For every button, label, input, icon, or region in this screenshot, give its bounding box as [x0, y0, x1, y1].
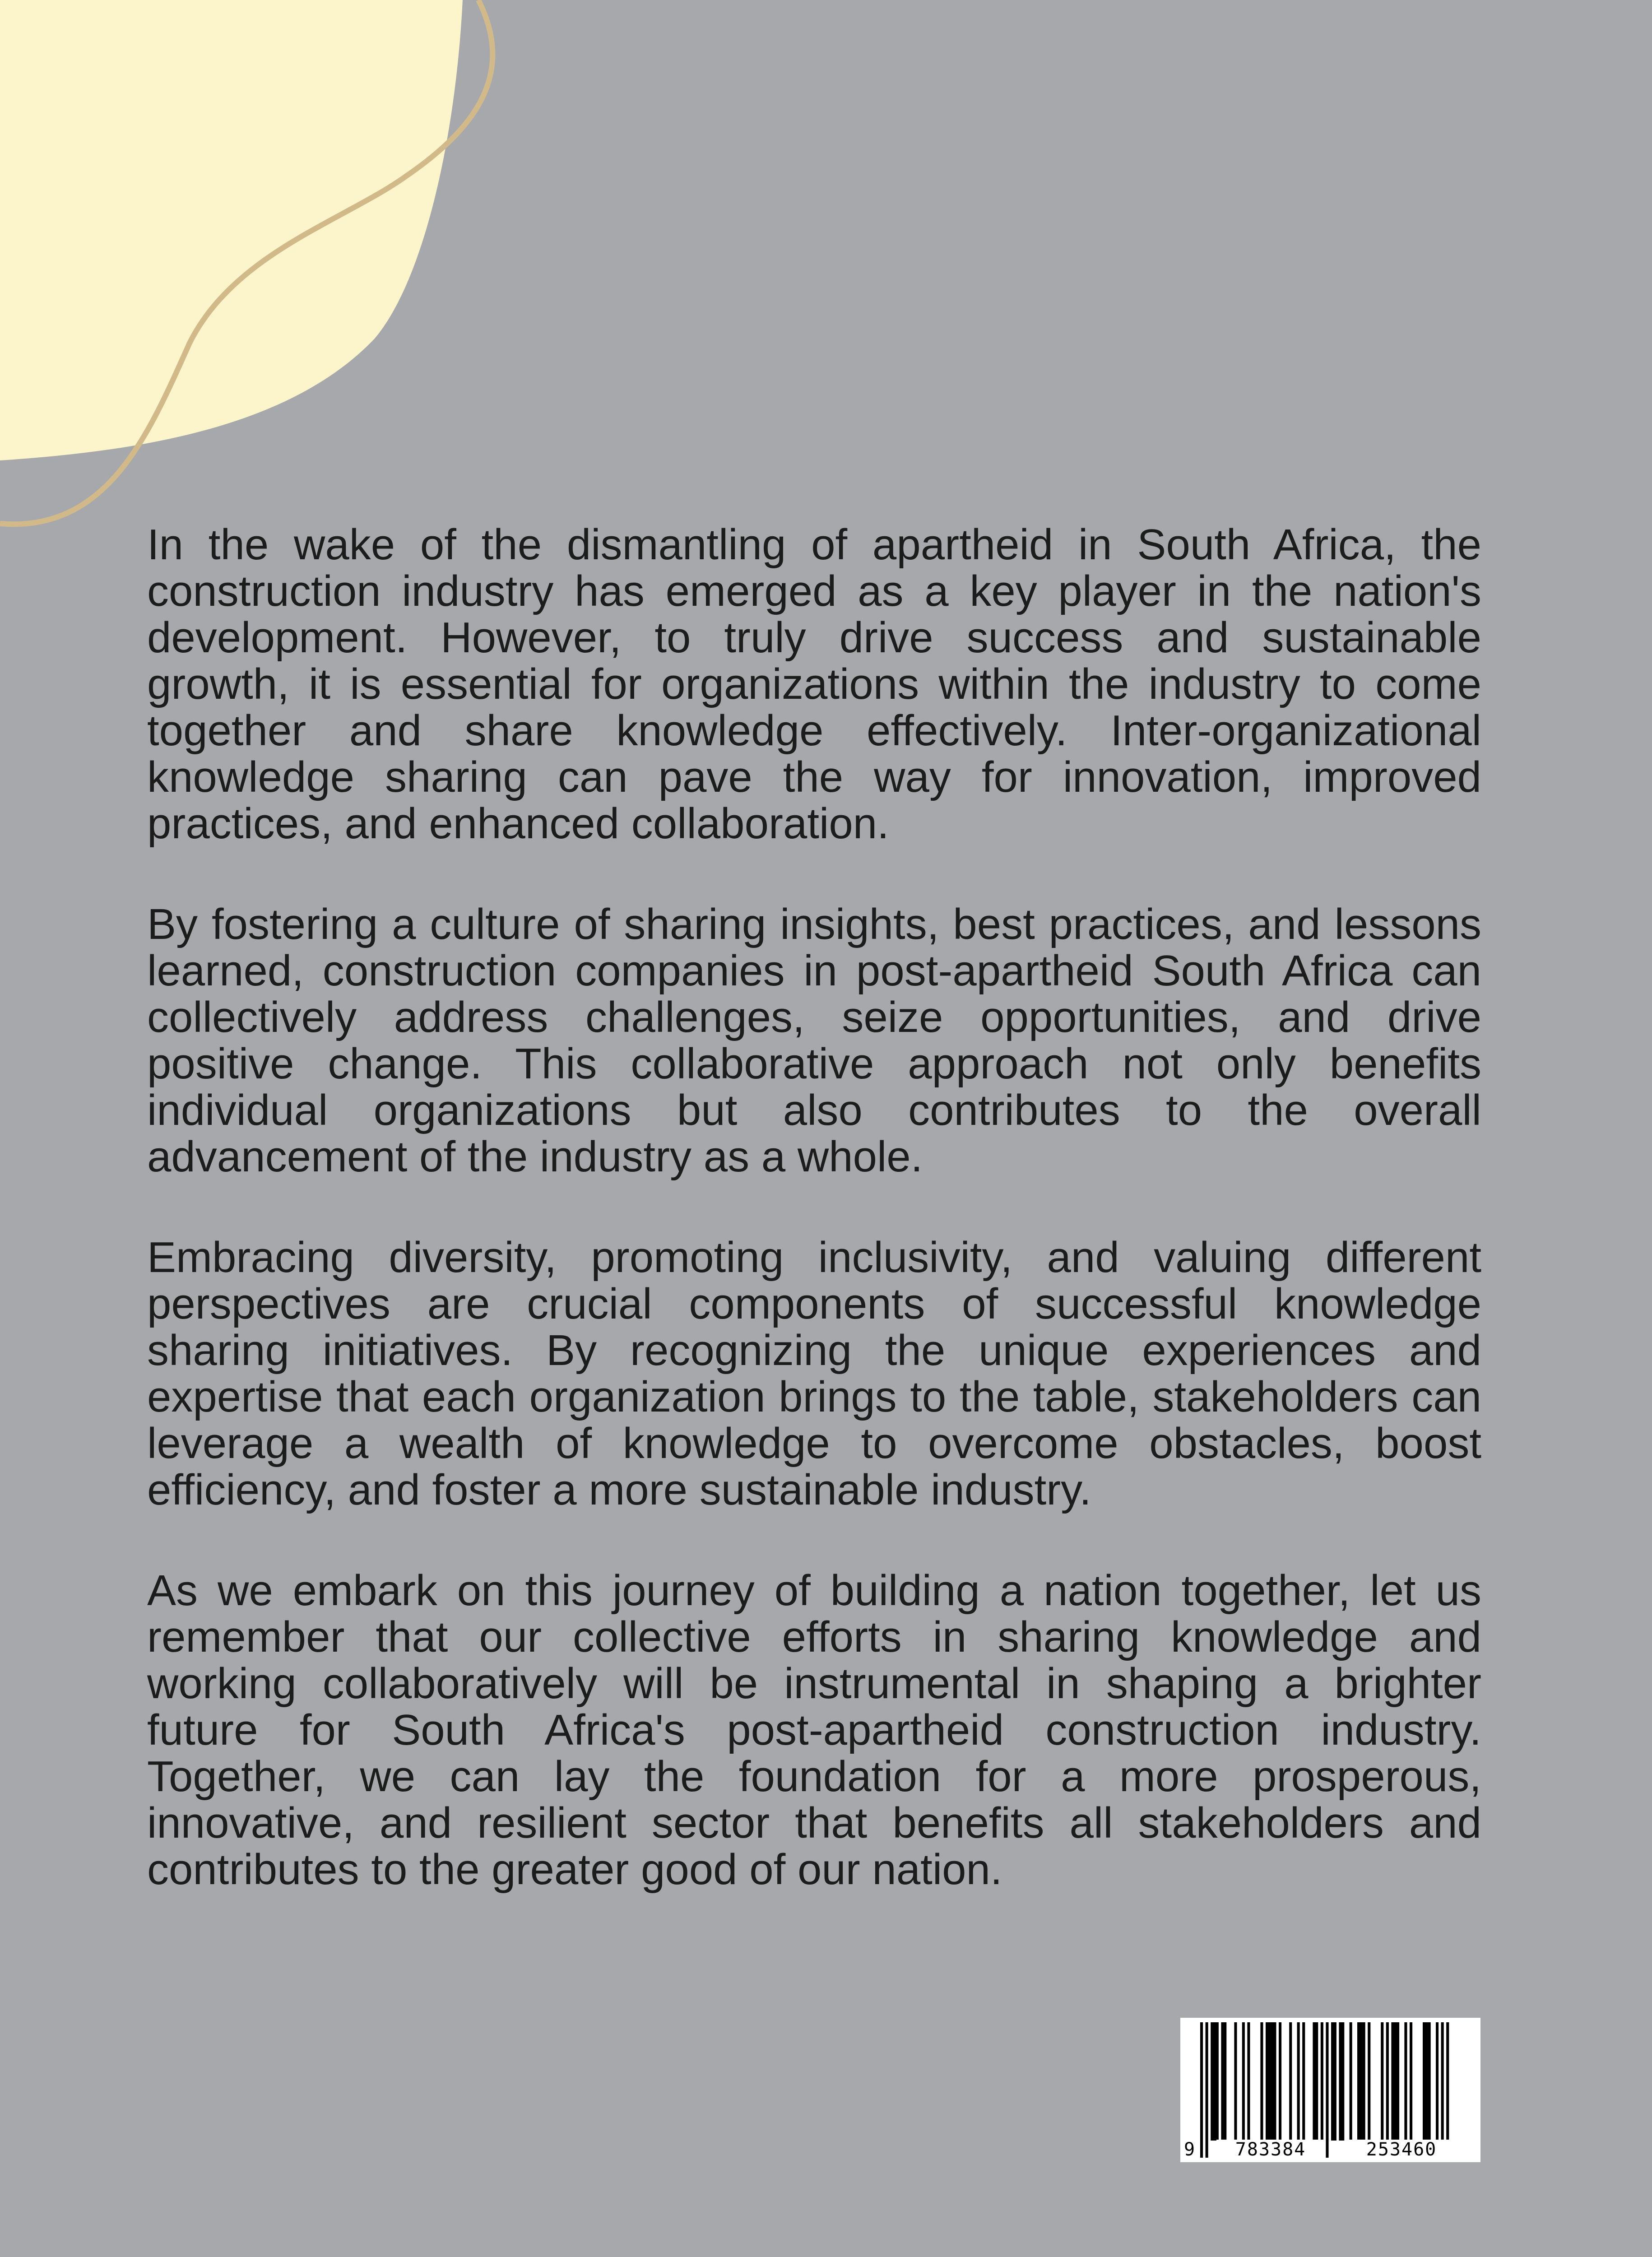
barcode-bar	[1391, 2022, 1394, 2141]
barcode-bar	[1386, 2022, 1389, 2141]
barcode-bar	[1410, 2022, 1412, 2141]
paragraph-3: Embracing diversity, promoting inclusivity, and valuing different perspectives are crucial components of successful knowledge sharing initiatives. By recognizing the unique experiences and expertise that each organization brings to the table, stakeholders can leverage a wealth of knowledge to overcome obstacles, boost efficiency, and foster a more sustainable industry.	[147, 1233, 1481, 1514]
barcode-bar	[1334, 2022, 1336, 2141]
barcode-bar	[1216, 2022, 1219, 2141]
barcode-first-digit: 9	[1184, 2139, 1195, 2160]
cream-blob-shape	[0, 0, 463, 460]
barcode-bar	[1341, 2022, 1344, 2141]
barcode-bar	[1381, 2022, 1383, 2141]
isbn-barcode	[1180, 2018, 1480, 2162]
barcode-bar	[1326, 2022, 1328, 2158]
barcode-bar	[1260, 2022, 1263, 2141]
barcode-bar	[1339, 2022, 1341, 2141]
barcode-bar	[1224, 2022, 1226, 2141]
barcode-right-digits: 253460	[1345, 2140, 1458, 2159]
barcode-bar	[1266, 2022, 1268, 2141]
barcode-bar	[1206, 2022, 1208, 2158]
barcode-left-digits: 783384	[1216, 2140, 1325, 2159]
barcode-bar	[1279, 2022, 1281, 2141]
barcode-bar	[1321, 2022, 1323, 2158]
barcode-bar	[1234, 2022, 1237, 2141]
paragraph-4: As we embark on this journey of building a nation together, let us remember that our collective efforts in sharing knowledge and working collaboratively will be instrumental in shaping a brighter future for South Africa's post-apartheid construction industry. Together, we can lay the foundation for a more prosperous, innovative, and resilient sector that benefits all stakeholders and contributes to the greater good of our nation.	[147, 1566, 1481, 1894]
barcode-bar	[1436, 2022, 1439, 2141]
barcode-bar	[1428, 2022, 1431, 2141]
barcode-bar	[1289, 2022, 1292, 2141]
barcode-bar	[1247, 2022, 1250, 2141]
barcode-bar	[1268, 2022, 1271, 2141]
barcode-bar	[1394, 2022, 1397, 2141]
paragraph-1: In the wake of the dismantling of apartheid in South Africa, the construction industry has emerged as a key player in the nation's development. However, to truly drive success and sustainable growth, it is essential for organizations within the industry to come together and share knowledge effectively. Inter-organizational knowledge sharing can pave the way for innovation, improved practices, and enhanced collaboration.	[147, 520, 1481, 848]
body-text	[147, 521, 1481, 1893]
barcode-bar	[1302, 2022, 1305, 2141]
barcode-bar	[1397, 2022, 1399, 2141]
barcode-bar	[1357, 2022, 1360, 2141]
barcode-bar	[1363, 2022, 1365, 2141]
barcode-bar	[1221, 2022, 1224, 2141]
barcode-bar	[1350, 2022, 1352, 2141]
barcode-bar	[1213, 2022, 1216, 2141]
barcode-bar	[1271, 2022, 1274, 2141]
barcode-bar	[1331, 2022, 1334, 2141]
barcode-bar	[1242, 2022, 1245, 2141]
barcode-bar	[1211, 2022, 1213, 2141]
barcode-bar	[1425, 2022, 1428, 2141]
barcode-bar	[1273, 2022, 1276, 2141]
barcode-bar	[1297, 2022, 1300, 2141]
paragraph-2: By fostering a culture of sharing insights, best practices, and lessons learned, construction companies in post-apartheid South Africa can collectively address challenges, seize opportunities, and drive positive change. This collaborative approach not only benefits individual organizations but also contributes to the overall advancement of the industry as a whole.	[147, 900, 1481, 1181]
barcode-bar	[1441, 2022, 1444, 2158]
barcode-bar	[1360, 2022, 1363, 2141]
barcode-bar	[1423, 2022, 1425, 2141]
barcode-bar	[1446, 2022, 1449, 2158]
barcode-bar	[1313, 2022, 1315, 2141]
barcode-bar	[1200, 2022, 1203, 2158]
barcode-bar	[1404, 2022, 1407, 2141]
barcode-bar	[1368, 2022, 1370, 2141]
barcode-bar	[1315, 2022, 1318, 2141]
